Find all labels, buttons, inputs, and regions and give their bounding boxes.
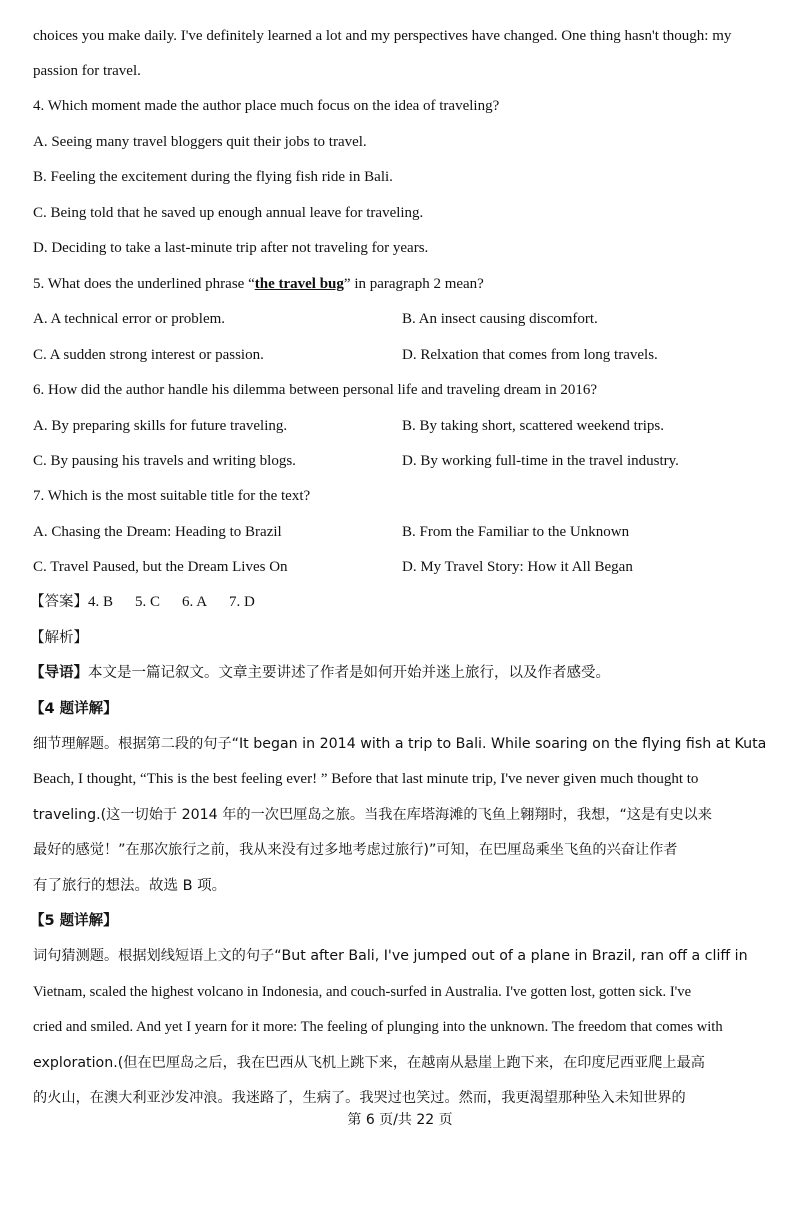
question-5-option-a: A. A technical error or problem. <box>33 311 226 327</box>
detail-4-heading: 【4 题详解】 <box>30 701 118 717</box>
answer-item: 4. B <box>88 594 114 610</box>
question-4-option-d: D. Deciding to take a last-minute trip after not traveling for years. <box>33 240 429 256</box>
answer-line <box>30 592 772 612</box>
question-7-option-c: C. Travel Paused, but the Dream Lives On <box>33 559 288 575</box>
page-footer: 第 6 页/共 22 页 <box>347 1112 453 1128</box>
detail-5-line: 词句猜测题。根据划线短语上文的句子“But after Bali, I've jumped out of a plane in Brazil, ran off a cliff in <box>33 948 748 964</box>
question-7-option-d: D. My Travel Story: How it All Began <box>402 559 633 575</box>
detail-5-line: exploration.(但在巴厘岛之后，我在巴西从飞机上跳下来，在越南从悬崖上跑下来，在印度尼西亚爬上最高 <box>33 1055 705 1071</box>
guide-label: 【导语】 <box>30 665 88 681</box>
question-5-option-c: C. A sudden strong interest or passion. <box>33 347 264 363</box>
detail-5-line: Vietnam, scaled the highest volcano in Indonesia, and couch-surfed in Australia. I've gotten lost, gotten sick. I've <box>33 984 692 1000</box>
question-4-option-b: B. Feeling the excitement during the flying fish ride in Bali. <box>33 169 393 185</box>
intro-line-1: choices you make daily. I've definitely learned a lot and my perspectives have changed. One thing hasn't though: my <box>33 28 732 44</box>
guide-line <box>30 663 772 683</box>
question-6-option-d: D. By working full-time in the travel industry. <box>402 453 679 469</box>
answer-label: 【答案】 <box>30 594 88 610</box>
question-6-option-a: A. By preparing skills for future traveling. <box>33 418 288 434</box>
question-6-option-c: C. By pausing his travels and writing blogs. <box>33 453 296 469</box>
underlined-phrase: the travel bug <box>254 276 344 292</box>
detail-4-line: Beach, I thought, “This is the best feeling ever! ” Before that last minute trip, I've never given much thought to <box>33 771 699 787</box>
detail-4-line: 有了旅行的想法。故选 B 项。 <box>33 878 227 894</box>
answer-item: 6. A <box>182 594 208 610</box>
detail-5-line: 的火山，在澳大利亚沙发冲浪。我迷路了，生病了。我哭过也笑过。然而，我更渴望那种坠入未知世界的 <box>33 1090 686 1106</box>
detail-4-line: 细节理解题。根据第二段的句子“It began in 2014 with a trip to Bali. While soaring on the flying fish at Kuta <box>33 736 767 752</box>
analysis-label: 【解析】 <box>30 630 88 646</box>
detail-5-line: cried and smiled. And yet I yearn for it more: The feeling of plunging into the unknown. The freedom that comes with <box>33 1019 723 1035</box>
question-7-option-a: A. Chasing the Dream: Heading to Brazil <box>33 524 282 540</box>
detail-5-heading: 【5 题详解】 <box>30 913 118 929</box>
answer-item: 7. D <box>229 594 255 610</box>
question-5-stem <box>33 274 772 294</box>
question-4-option-c: C. Being told that he saved up enough annual leave for traveling. <box>33 205 424 221</box>
question-5-stem-before: 5. What does the underlined phrase “ <box>33 276 255 292</box>
question-4-option-a: A. Seeing many travel bloggers quit their jobs to travel. <box>33 134 367 150</box>
question-5-option-b: B. An insect causing discomfort. <box>402 311 598 327</box>
detail-4-line: traveling.(这一切始于 2014 年的一次巴厘岛之旅。当我在库塔海滩的飞鱼上翱翔时，我想，“这是有史以来 <box>33 807 712 823</box>
question-6-stem: 6. How did the author handle his dilemma between personal life and traveling dream in 2016? <box>33 382 598 398</box>
question-4-stem: 4. Which moment made the author place much focus on the idea of traveling? <box>33 98 500 114</box>
question-5-option-d: D. Relxation that comes from long travels. <box>402 347 658 363</box>
question-5-stem-after: ” in paragraph 2 mean? <box>343 276 484 292</box>
guide-text: 本文是一篇记叙文。文章主要讲述了作者是如何开始并迷上旅行，以及作者感受。 <box>88 665 610 681</box>
question-6-option-b: B. By taking short, scattered weekend trips. <box>402 418 665 434</box>
answer-item: 5. C <box>135 594 161 610</box>
question-7-option-b: B. From the Familiar to the Unknown <box>402 524 630 540</box>
detail-4-line: 最好的感觉！”在那次旅行之前，我从来没有过多地考虑过旅行)”可知，在巴厘岛乘坐飞鱼的兴奋让作者 <box>33 842 678 858</box>
intro-line-2: passion for travel. <box>33 63 141 79</box>
question-7-stem: 7. Which is the most suitable title for the text? <box>33 488 311 504</box>
